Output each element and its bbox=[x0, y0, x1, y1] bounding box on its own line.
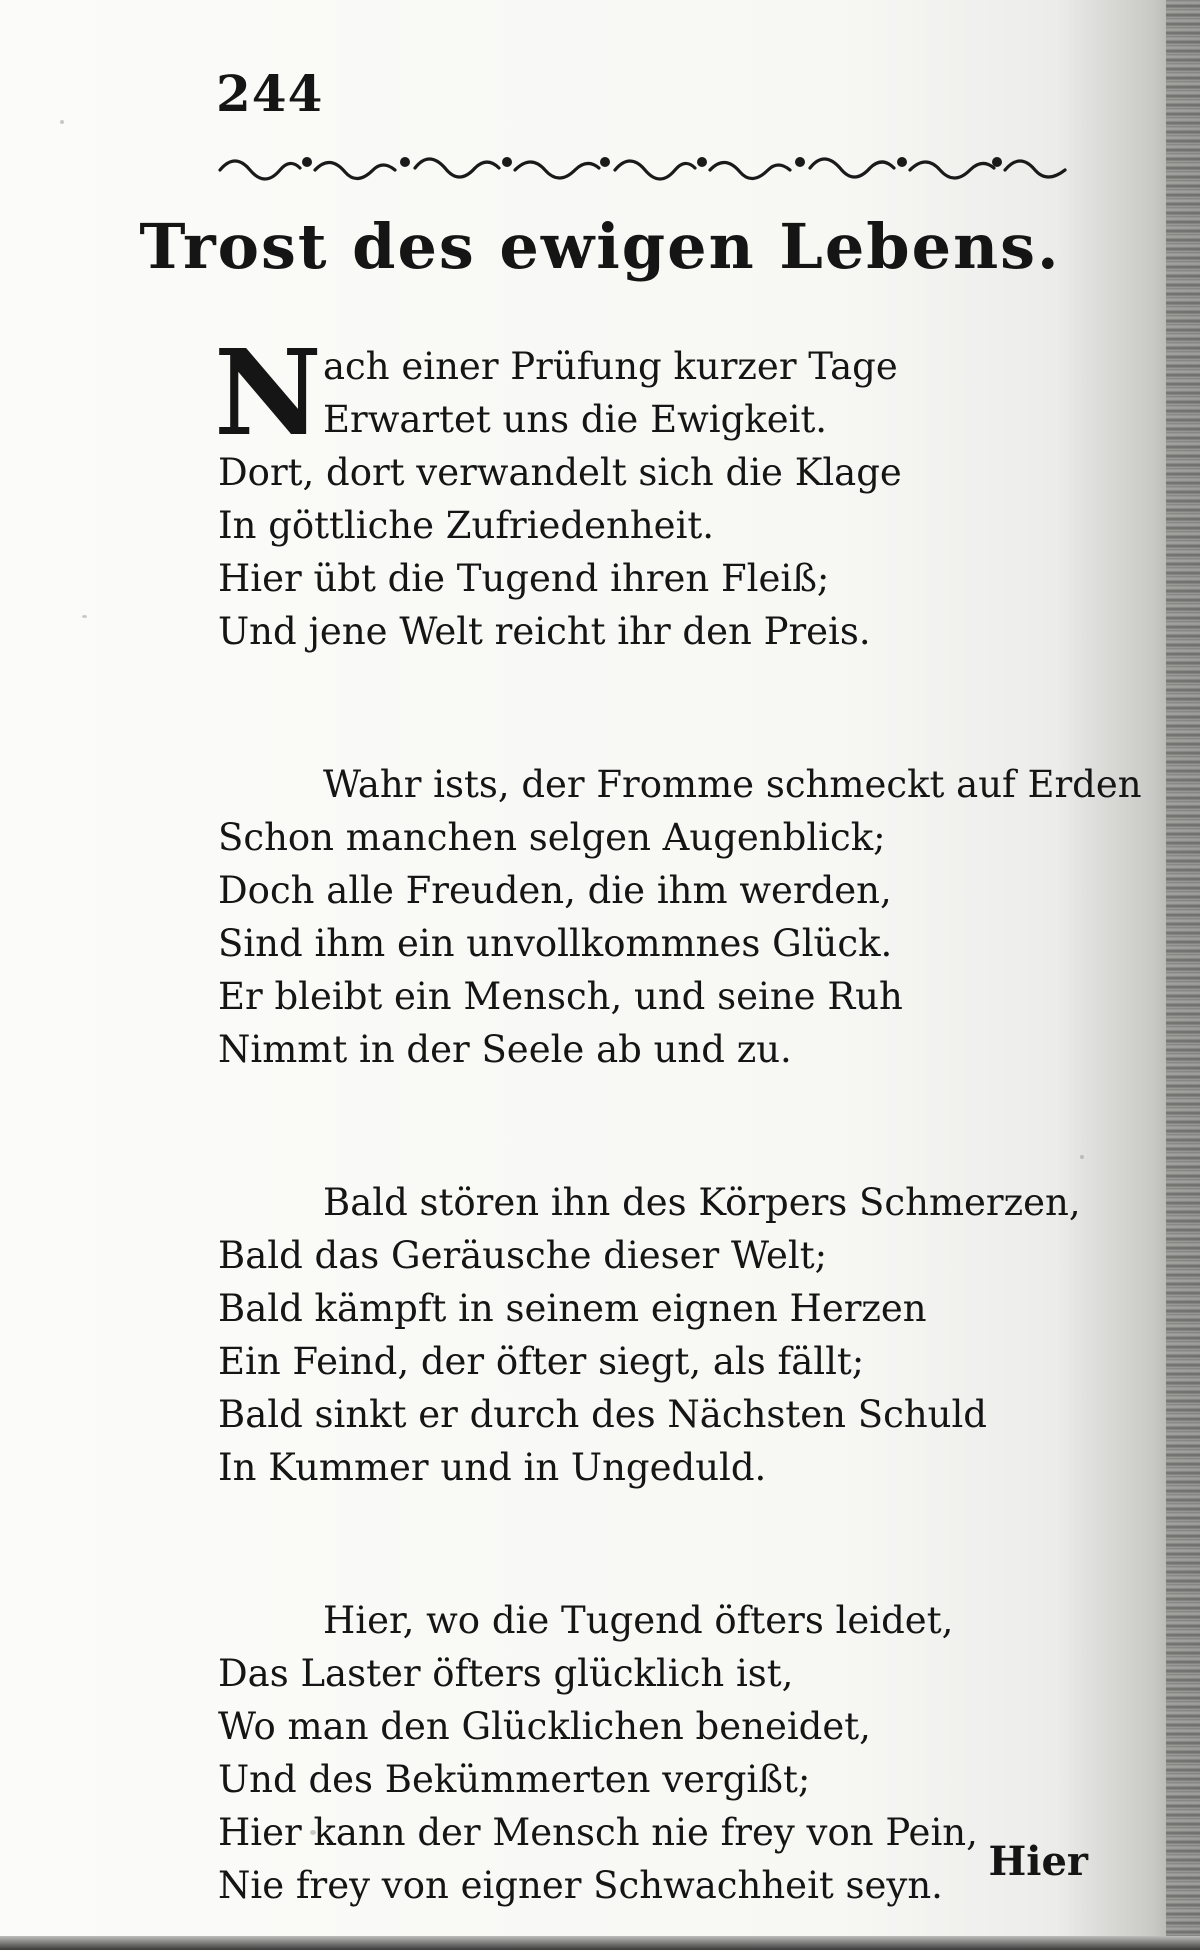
poem-line: Dort, dort verwandelt sich die Klage bbox=[218, 451, 902, 494]
poem-line: Und jene Welt reicht ihr den Preis. bbox=[218, 610, 871, 653]
poem-line: Erwartet uns die Ewigkeit. bbox=[323, 398, 828, 441]
catchword: Hier bbox=[988, 1838, 1088, 1885]
poem-line: Und des Bekümmerten vergißt; bbox=[218, 1758, 811, 1801]
poem-line: Hier, wo die Tugend öfters leidet, bbox=[323, 1599, 954, 1642]
stanza-4 bbox=[218, 1594, 1098, 1912]
stanza-2 bbox=[218, 758, 1142, 1076]
stanza-1 bbox=[214, 323, 1098, 658]
page-edge-shadow bbox=[1166, 0, 1200, 1950]
poem-line: Nimmt in der Seele ab und zu. bbox=[218, 1028, 792, 1071]
poem-line: Bald kämpft in seinem eignen Herzen bbox=[218, 1287, 927, 1330]
poem-line: In Kummer und in Ungeduld. bbox=[218, 1446, 767, 1489]
poem-line: Ein Feind, der öfter siegt, als fällt; bbox=[218, 1340, 865, 1383]
page-bottom-edge bbox=[0, 1936, 1200, 1950]
page-number: 244 bbox=[216, 64, 324, 123]
poem-line: Hier übt die Tugend ihren Fleiß; bbox=[218, 557, 830, 600]
poem-line: Hier kann der Mensch nie frey von Pein, bbox=[218, 1811, 978, 1854]
poem-line: In göttliche Zufriedenheit. bbox=[218, 504, 715, 547]
poem-title: Trost des ewigen Lebens. bbox=[139, 210, 1061, 283]
poem-line: Wahr ists, der Fromme schmeckt auf Erden bbox=[323, 763, 1142, 806]
paper-speck bbox=[1080, 1155, 1084, 1159]
decorative-ornament-border bbox=[215, 140, 1075, 200]
poem-line: Bald das Geräusche dieser Welt; bbox=[218, 1234, 828, 1277]
poem-line: Schon manchen selgen Augenblick; bbox=[218, 816, 886, 859]
poem-line: Wo man den Glücklichen beneidet, bbox=[218, 1705, 871, 1748]
poem-line: ach einer Prüfung kurzer Tage bbox=[323, 345, 898, 388]
poem-line: Das Laster öfters glücklich ist, bbox=[218, 1652, 794, 1695]
poem-line: Sind ihm ein unvollkommnes Glück. bbox=[218, 922, 893, 965]
poem-line: Nie frey von eigner Schwachheit seyn. bbox=[218, 1864, 943, 1907]
paper-speck bbox=[310, 1830, 316, 1835]
poem-line: Doch alle Freuden, die ihm werden, bbox=[218, 869, 892, 912]
stanza-3 bbox=[218, 1176, 1098, 1494]
paper-speck bbox=[82, 615, 87, 618]
poem-line: Er bleibt ein Mensch, und seine Ruh bbox=[218, 975, 903, 1018]
poem-body bbox=[214, 323, 1142, 1950]
drop-cap-letter: N bbox=[214, 323, 322, 462]
drop-cap-block bbox=[214, 323, 1098, 462]
poem-line: Bald sinkt er durch des Nächsten Schuld bbox=[218, 1393, 987, 1436]
paper-speck bbox=[60, 120, 64, 124]
poem-line: Bald stören ihn des Körpers Schmerzen, bbox=[323, 1181, 1081, 1224]
